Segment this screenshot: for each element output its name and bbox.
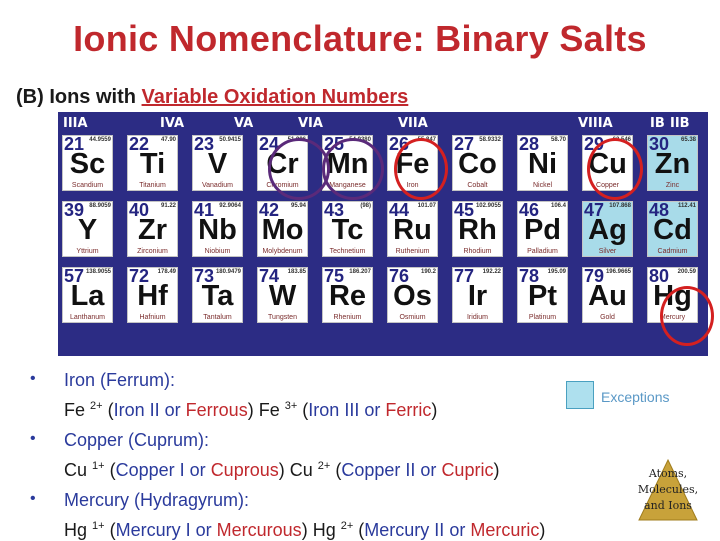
- purple-ring-chromium: [268, 138, 330, 200]
- atomic-number: 73: [194, 267, 215, 286]
- iron-ion-1: Fe: [64, 400, 86, 420]
- element-name: Niobium: [204, 248, 231, 255]
- element-symbol: Cu: [588, 148, 627, 180]
- atomic-mass: 54.9380: [349, 137, 371, 143]
- atomic-number: 77: [454, 267, 475, 286]
- element-name: Titanium: [139, 182, 166, 189]
- element-symbol: Ti: [139, 148, 166, 180]
- element-cell: [62, 135, 113, 191]
- atomic-mass: 183.85: [287, 269, 306, 275]
- atomic-mass: 101.07: [417, 203, 436, 209]
- atomic-number: 40: [129, 201, 150, 220]
- atomic-mass: 178.49: [157, 269, 176, 275]
- element-name: Tantalum: [203, 314, 232, 321]
- copper-heading: Copper (Cuprum):: [64, 430, 210, 450]
- mercury-ion-1: Hg: [64, 520, 88, 540]
- element-name: Nickel: [532, 182, 553, 189]
- element-name: Molybdenum: [262, 248, 303, 255]
- atomic-mass: 200.59: [677, 269, 696, 275]
- element-cell: [257, 201, 308, 257]
- atomic-number: 24: [259, 135, 280, 154]
- element-symbol: Ru: [393, 214, 432, 246]
- element-symbol: Os: [393, 280, 432, 312]
- atomic-number: 47: [584, 201, 605, 220]
- bullet-dot-icon: •: [30, 370, 36, 387]
- table-next-row-strip: [58, 348, 708, 356]
- element-cell: [647, 135, 698, 191]
- element-symbol: Ir: [467, 280, 488, 312]
- element-name: Silver: [598, 248, 617, 255]
- atomic-mass: 65.38: [680, 137, 696, 143]
- element-name: Tungsten: [268, 314, 297, 321]
- element-symbol: Y: [77, 214, 98, 246]
- iron-or-2: or: [364, 400, 381, 420]
- element-cell: [517, 135, 568, 191]
- mercury-charge-2: 2+: [340, 520, 354, 532]
- element-symbol: Hf: [137, 280, 168, 312]
- copper-ions-line: Cu $^{1+}$ (Copper I or Cuprous) Cu $^{2+}$ (Copper II or Cupric): [64, 460, 500, 480]
- copper-name-1b: Cuprous: [210, 460, 279, 480]
- atomic-mass: 190.2: [420, 269, 436, 275]
- bullet-dot-icon: •: [30, 430, 36, 447]
- atomic-mass: 55.847: [417, 137, 436, 143]
- mercury-charge-1: 1+: [92, 520, 105, 532]
- iron-or-1: or: [164, 400, 181, 420]
- logo-line-3: and Ions: [644, 499, 692, 512]
- element-name: Iridium: [466, 314, 488, 321]
- copper-ion-1: Cu: [64, 460, 88, 480]
- element-symbol: Ta: [201, 280, 234, 312]
- atomic-number: 26: [389, 135, 410, 154]
- iron-heading: Iron (Ferrum):: [64, 370, 176, 390]
- exceptions-swatch: [566, 381, 594, 409]
- element-name: Cobalt: [467, 182, 488, 189]
- atomic-number: 29: [584, 135, 605, 154]
- element-name: Osmium: [399, 314, 426, 321]
- element-name: Rhenium: [333, 314, 362, 321]
- element-name: Lanthanum: [69, 314, 106, 321]
- iron-charge-2: 3+: [284, 400, 298, 412]
- atomic-number: 23: [194, 135, 215, 154]
- subtitle-prefix: (B) Ions with: [16, 86, 142, 108]
- element-symbol: Nb: [198, 214, 237, 246]
- atomic-mass: 47.90: [160, 137, 176, 143]
- element-cell: [452, 135, 503, 191]
- iron-charge-1: 2+: [90, 400, 103, 412]
- element-symbol: Pd: [523, 214, 562, 246]
- element-name: Manganese: [329, 182, 366, 189]
- atomic-number: 80: [649, 267, 670, 286]
- atomic-number: 75: [324, 267, 345, 286]
- iron-name-1a: Iron II: [113, 400, 160, 420]
- atomic-number: 28: [519, 135, 540, 154]
- element-cell: [387, 267, 438, 323]
- mercury-ions-line: Hg $^{1+}$ (Mercury I or Mercurous) Hg $^{2+}$ (Mercury II or Mercuric): [64, 520, 546, 540]
- group-header: VIA: [298, 116, 323, 131]
- bullet-dot-icon: •: [30, 490, 36, 507]
- slide-title: Ionic Nomenclature: Binary Salts: [73, 18, 647, 59]
- element-name: Platinum: [528, 314, 557, 321]
- iron-ions-line: Fe $^{2+}$ (Iron II or Ferrous) Fe $^{3+}$ (Iron III or Ferric): [64, 400, 438, 420]
- element-name: Palladium: [527, 248, 558, 255]
- atomic-number: 79: [584, 267, 605, 286]
- red-ring-mercury: [660, 286, 714, 346]
- group-header: VA: [234, 116, 254, 131]
- mercury-name-1a: Mercury I: [115, 520, 191, 540]
- exceptions-label: Exceptions: [601, 389, 670, 405]
- element-symbol: Zn: [654, 148, 691, 180]
- atomic-number: 74: [259, 267, 280, 286]
- element-name: Zinc: [665, 182, 680, 189]
- group-header: IIB: [670, 116, 690, 131]
- atomic-mass: 58.9332: [479, 137, 501, 143]
- element-name: Chromium: [266, 182, 299, 189]
- copper-or-2: or: [420, 460, 437, 480]
- element-cell: [322, 201, 373, 257]
- element-name: Technetium: [329, 248, 366, 255]
- atomic-mass: 180.9479: [215, 269, 241, 275]
- atomic-number: 21: [64, 135, 85, 154]
- iron-name-2b: Ferric: [385, 400, 432, 420]
- atomic-mass: 58.70: [550, 137, 566, 143]
- copper-or-1: or: [189, 460, 206, 480]
- mercury-heading: Mercury (Hydragyrum):: [64, 490, 250, 510]
- group-header: VIIA: [398, 116, 428, 131]
- atomic-mass: 112.41: [677, 203, 696, 209]
- element-symbol: Fe: [395, 148, 430, 180]
- element-cell: [257, 267, 308, 323]
- copper-charge-1: 1+: [92, 460, 105, 472]
- element-name: Gold: [600, 314, 615, 321]
- element-cell: [582, 267, 633, 323]
- element-cell: [192, 267, 243, 323]
- subtitle-highlight: Variable Oxidation Numbers: [141, 86, 409, 108]
- element-name: Vanadium: [201, 182, 233, 189]
- element-cell: [582, 201, 633, 257]
- mercury-or-1: or: [195, 520, 212, 540]
- copper-name-1a: Copper I: [115, 460, 185, 480]
- atomic-mass: 186.207: [349, 269, 371, 275]
- iron-ion-2: Fe: [258, 400, 280, 420]
- element-symbol: Rh: [458, 214, 497, 246]
- element-symbol: Cr: [266, 148, 299, 180]
- bullet-copper-heading: [30, 430, 209, 451]
- element-cell: [192, 201, 243, 257]
- atomic-mass: 192.22: [482, 269, 501, 275]
- element-name: Hafnium: [139, 314, 166, 321]
- group-header: IVA: [160, 116, 185, 131]
- atomic-mass: 138.9055: [85, 269, 111, 275]
- element-symbol: Co: [458, 148, 497, 180]
- group-header: IB: [650, 116, 665, 131]
- copper-ion-2: Cu: [289, 460, 313, 480]
- atomic-number: 48: [649, 201, 670, 220]
- atomic-number: 30: [649, 135, 670, 154]
- atomic-number: 46: [519, 201, 540, 220]
- atomic-number: 44: [389, 201, 410, 220]
- atomic-mass: 92.9064: [219, 203, 241, 209]
- slide-subtitle: [16, 86, 408, 109]
- element-symbol: Sc: [69, 148, 106, 180]
- element-cell: [127, 135, 178, 191]
- element-symbol: Hg: [653, 280, 692, 312]
- atomic-number: 78: [519, 267, 540, 286]
- atomic-mass: 196.9665: [605, 269, 631, 275]
- logo-line-1: Atoms,: [648, 467, 688, 480]
- element-cell: [192, 135, 243, 191]
- atomic-number: 25: [324, 135, 345, 154]
- atomic-mass: 95.94: [290, 203, 306, 209]
- element-cell: [127, 267, 178, 323]
- atomic-number: 39: [64, 201, 85, 220]
- element-cell: [517, 267, 568, 323]
- element-name: Ruthenium: [395, 248, 430, 255]
- copper-name-2b: Cupric: [441, 460, 494, 480]
- atomic-number: 41: [194, 201, 215, 220]
- atomic-number: 22: [129, 135, 150, 154]
- element-symbol: V: [207, 148, 228, 180]
- element-cell: [62, 267, 113, 323]
- logo-line-2: Molecules,: [637, 483, 699, 496]
- atomic-number: 27: [454, 135, 475, 154]
- atomic-mass: 63.546: [612, 137, 631, 143]
- element-symbol: Mn: [326, 148, 369, 180]
- atomic-number: 76: [389, 267, 410, 286]
- element-cell: [647, 201, 698, 257]
- element-cell: [452, 201, 503, 257]
- bullet-mercury-heading: [30, 490, 249, 511]
- atomic-number: 72: [129, 267, 150, 286]
- element-symbol: Cd: [653, 214, 692, 246]
- atomic-mass: 106.4: [550, 203, 566, 209]
- iron-name-2a: Iron III: [308, 400, 360, 420]
- purple-ring-manganese: [322, 138, 384, 200]
- element-symbol: Mo: [261, 214, 304, 246]
- atomic-mass: 88.9059: [89, 203, 111, 209]
- table-row: [58, 201, 708, 259]
- atomic-mass: 44.9559: [89, 137, 111, 143]
- mercury-or-2: or: [449, 520, 466, 540]
- element-symbol: Pt: [528, 280, 557, 312]
- atomic-mass: 91.22: [160, 203, 176, 209]
- atomic-number: 57: [64, 267, 85, 286]
- mercury-ion-2: Hg: [312, 520, 336, 540]
- atomic-mass: 107.868: [609, 203, 631, 209]
- group-header: VIIIA: [578, 116, 613, 131]
- element-cell: [387, 201, 438, 257]
- group-header: IIIA: [63, 116, 88, 131]
- bullet-iron-heading: [30, 370, 175, 391]
- atomic-mass: 51.996: [287, 137, 306, 143]
- element-cell: [322, 267, 373, 323]
- atomic-number: 43: [324, 201, 345, 220]
- element-cell: [517, 201, 568, 257]
- element-cell: [127, 201, 178, 257]
- mercury-name-1b: Mercurous: [216, 520, 302, 540]
- red-ring-iron: [394, 138, 448, 200]
- copper-charge-2: 2+: [317, 460, 331, 472]
- element-name: Copper: [596, 182, 619, 189]
- element-cell: [62, 201, 113, 257]
- element-name: Mercury: [659, 314, 686, 321]
- atomic-mass: 50.9415: [219, 137, 241, 143]
- red-ring-copper: [587, 138, 643, 200]
- atomic-mass: 195.09: [547, 269, 566, 275]
- element-name: Iron: [406, 182, 419, 189]
- element-symbol: La: [70, 280, 105, 312]
- element-name: Cadmium: [657, 248, 688, 255]
- element-symbol: Re: [328, 280, 367, 312]
- element-symbol: Tc: [331, 214, 364, 246]
- element-symbol: Zr: [138, 214, 167, 246]
- mercury-name-2b: Mercuric: [470, 520, 540, 540]
- table-row: [58, 267, 708, 325]
- element-symbol: W: [268, 280, 297, 312]
- element-symbol: Au: [588, 280, 627, 312]
- element-name: Scandium: [71, 182, 104, 189]
- element-name: Yttrium: [76, 248, 99, 255]
- copper-name-2a: Copper II: [341, 460, 416, 480]
- logo-text: [636, 466, 700, 514]
- element-cell: [452, 267, 503, 323]
- atomic-mass: 102.9055: [475, 203, 501, 209]
- atomic-number: 45: [454, 201, 475, 220]
- element-name: Zirconium: [137, 248, 168, 255]
- mercury-name-2a: Mercury II: [364, 520, 445, 540]
- element-symbol: Ag: [588, 214, 627, 246]
- atomic-number: 42: [259, 201, 280, 220]
- element-name: Rhodium: [463, 248, 492, 255]
- element-symbol: Ni: [528, 148, 557, 180]
- atomic-mass: (98): [360, 203, 371, 209]
- iron-name-1b: Ferrous: [185, 400, 248, 420]
